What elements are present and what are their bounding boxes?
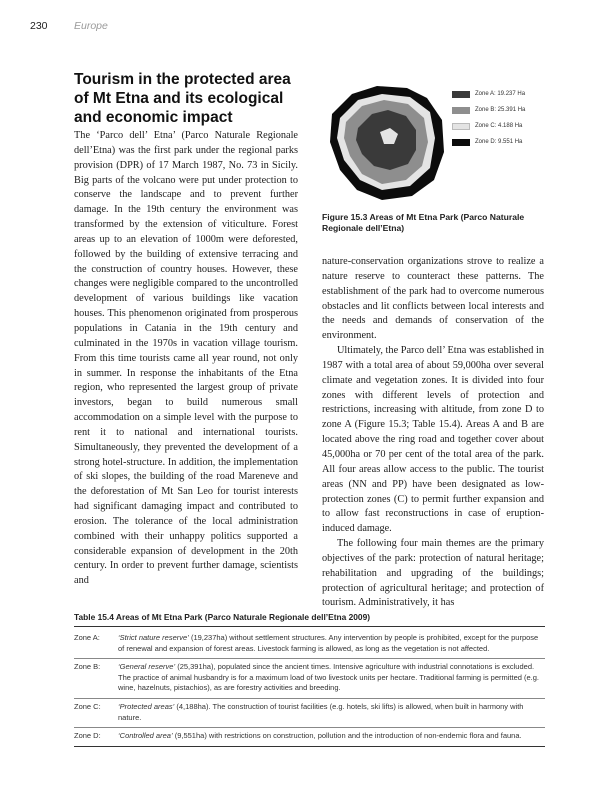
- zone-table: [74, 630, 545, 747]
- legend-swatch: [452, 123, 470, 130]
- right-paragraph: nature-conservation organizations strove to realize a nature reserve to counteract these patterns. The establishment of the park had to overcome numerous obstacles and lit conflicts between local interests and the needs and demands of conservation of the environment.: [322, 256, 544, 342]
- page-number: 230: [30, 20, 48, 32]
- legend-item: [452, 118, 562, 134]
- zone-detail: (19,237ha) without settlement structures. Any intervention by people is prohibited, except for the purpose of renewal and expansion of forest areas. Livestock farming is allowed, as long as the vegetation is not affected.: [118, 633, 539, 653]
- zone-name: ‘Controlled area’: [118, 731, 173, 741]
- table-row: [74, 659, 545, 699]
- legend-label: Zone A: 19.237 Ha: [475, 91, 526, 97]
- legend-label: Zone B: 25.391 Ha: [475, 107, 526, 113]
- zone-description: [118, 702, 545, 723]
- zone-description: [118, 662, 545, 694]
- section-title: Europe: [74, 20, 108, 32]
- zone-detail: (9,551ha) with restrictions on construction, pollution and the introduction of non-endemic flora and fauna.: [172, 731, 522, 741]
- figure-caption: Figure 15.3 Areas of Mt Etna Park (Parco Naturale Regionale dell’Etna): [322, 212, 525, 233]
- zone-label: Zone C:: [74, 701, 101, 711]
- zone-label: Zone D:: [74, 731, 101, 741]
- zone-label: Zone A:: [74, 633, 100, 642]
- article-title: Tourism in the protected area of Mt Etna and its ecological and economic impact: [74, 71, 291, 126]
- legend-item: [452, 102, 562, 118]
- map-legend: [452, 86, 562, 150]
- right-column: [322, 255, 544, 611]
- legend-label: Zone D: 9.551 Ha: [475, 139, 523, 145]
- left-column: [74, 129, 298, 589]
- table-top-rule: [74, 626, 545, 627]
- right-paragraph: The following four main themes are the primary objectives of the park: protection of natural heritage; rehabilitation and upgrading of the buildings; protection of agricultural heritage; and protection of tourism. Administratively, it has: [322, 538, 544, 609]
- table-title: Table 15.4 Areas of Mt Etna Park (Parco Naturale Regionale dell’Etna 2009): [74, 612, 371, 622]
- right-paragraph: Ultimately, the Parco dell’ Etna was established in 1987 with a total area of about 59,000ha over several climate and vegetation zones. It is divided into four zones with different levels of protection and restrictions, increasing with altitude, from zone D to zone A (Figure 15.3; Table 15.4). Areas A and B are located above the ring road and together cover about 45,000ha or 70 per cent of the total area of the park. All four areas allow access to the public. The tourist areas (NN and PP) have been designated as low-protection zones (C) to permit further expansion and to allow fast reconstructions in case of eruption-induced damage.: [322, 345, 544, 535]
- legend-swatch: [452, 91, 470, 98]
- legend-item: [452, 86, 562, 102]
- zone-description: [118, 633, 545, 654]
- legend-label: Zone C: 4.188 Ha: [475, 123, 523, 129]
- zone-description: [118, 731, 545, 742]
- zone-name: ‘Protected areas’: [118, 701, 175, 711]
- table-row: [74, 699, 545, 728]
- zone-detail: (25,391ha), populated since the ancient times. Intensive agriculture with industrial connotations is excluded. The practice of animal husbandry is for a maximum load of two livestock units per hectare. Traditional farming is permitted (e.g. wine, hazelnuts, pistachios), as are forestry activities and breeding.: [118, 662, 540, 693]
- zone-name: ‘Strict nature reserve’: [118, 633, 189, 642]
- legend-swatch: [452, 139, 470, 146]
- table-row: [74, 630, 545, 659]
- zone-name: ‘General reserve’: [118, 662, 176, 672]
- table-row: [74, 728, 545, 747]
- zone-detail: (4,188ha). The construction of tourist facilities (e.g. hotels, ski lifts) is allowed, when built in harmony with nature.: [118, 701, 524, 722]
- legend-item: [452, 134, 562, 150]
- legend-swatch: [452, 107, 470, 114]
- zone-label: Zone B:: [74, 662, 101, 672]
- left-paragraph: The ‘Parco dell’ Etna’ (Parco Naturale Regionale dell’Etna) was the first park under the regional parks provision (DPR) of 17 March 1987, No. 73 in Sicily. Big parts of the volcano were put under protection to conserve the landscape and to prevent further damage. In the 19th century the environment was transformed by the extension of viticulture. Forest areas up to an elevation of 1000m were deforested, followed by the building of extensive terracing and the construction of country houses. However, these changes were negligible compared to the uncontrolled development of various buildings like vacation houses. This phenomenon originated from prosperous populations in Catania in the 19th century and culminated in the 1970s in vacation village tourism. From this time tourists came all year round, not only in summer. In response the inhabitants of the Etna region, who represented the largest group of private investors, began to build numerous small accommodation on a simple level with the purpose to rent it to national and international tourists. Simultaneously, they prevented the development of a strong hotel-structure. In addition, the implementation of ski slopes, the building of the road Mareneve and the deforestation of Mt San Leo for tourist interests had significant damaging impact and contributed to erosion. The tolerance of the local administration combined with their unhappy politics supported a considerable expansion of development in the 20th century. In order to prevent further damage, scientists and: [74, 130, 298, 587]
